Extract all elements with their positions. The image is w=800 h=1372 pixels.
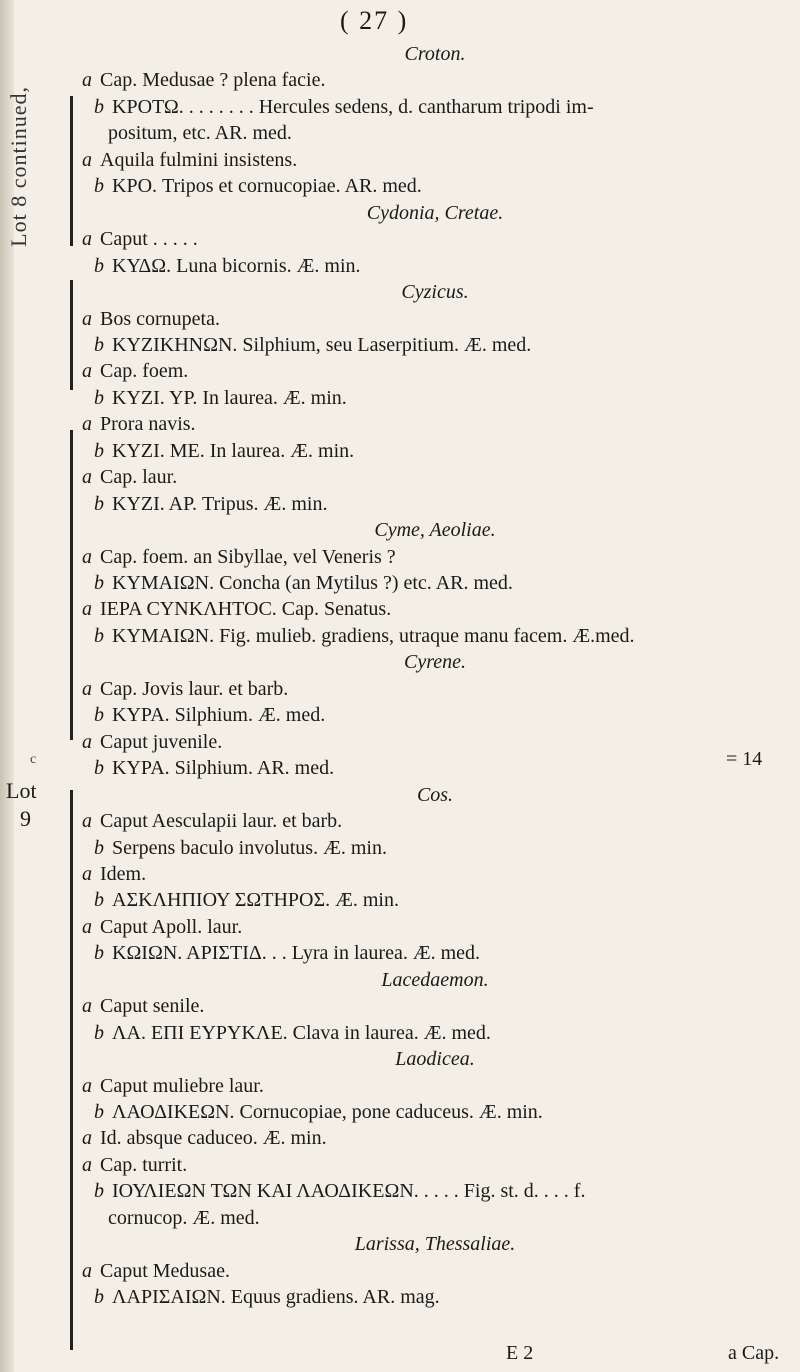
entry-letter: b bbox=[94, 572, 104, 594]
entry-continuation: positum, etc. AR. med. bbox=[108, 122, 292, 145]
entry-text: Cap. foem. bbox=[100, 360, 189, 383]
entry-letter: b bbox=[94, 386, 104, 409]
entry-text: Aquila fulmini insistens. bbox=[100, 148, 298, 171]
entry-text: Caput Medusae. bbox=[100, 1259, 230, 1282]
entry-line bbox=[94, 1021, 491, 1045]
entry-line bbox=[82, 915, 242, 939]
entry-text: ΚΥΡΑ. Silphium. AR. med. bbox=[112, 757, 335, 780]
city-heading: Cyme, Aeoliae. bbox=[374, 519, 496, 542]
entry-text: ΛΑΟΔΙΚΕΩΝ. Cornucopiae, pone caduceus. Æ. min. bbox=[112, 1101, 543, 1123]
entry-letter: a bbox=[82, 1153, 92, 1176]
entry-letter: a bbox=[82, 1259, 92, 1282]
entry-line bbox=[94, 254, 361, 278]
page-number: ( 27 ) bbox=[340, 6, 409, 35]
entry-text: ΑΣΚΛΗΠΙΟΥ ΣΩΤΗΡΟΣ. Æ. min. bbox=[112, 889, 399, 912]
entry-letter: b bbox=[94, 836, 104, 859]
city-heading: Cyrene. bbox=[403, 651, 466, 674]
entry-line bbox=[82, 1259, 230, 1283]
entry-letter: b bbox=[94, 704, 104, 727]
entry-letter: b bbox=[94, 95, 104, 118]
entry-letter: b bbox=[94, 439, 104, 462]
entry-text: ΚΥΖΙ. ΥΡ. In laurea. Æ. min. bbox=[112, 386, 347, 409]
entry-line bbox=[82, 1074, 264, 1098]
entry-line bbox=[82, 1153, 187, 1177]
margin-side-note: Lot 8 continued, bbox=[6, 86, 31, 247]
entry-letter: b bbox=[94, 1286, 104, 1309]
entry-text: ΛΑΡΙΣΑΙΩΝ. Equus gradiens. AR. mag. bbox=[112, 1286, 440, 1309]
entry-text: ΙΕΡΑ ϹΥΝΚΛΗΤΟϹ. Cap. Senatus. bbox=[100, 598, 392, 621]
entry-letter: a bbox=[82, 810, 92, 833]
entry-line bbox=[82, 227, 198, 251]
entry-text: ΚΥΖΙ. ΜΕ. In laurea. Æ. min. bbox=[112, 439, 355, 462]
entry-text: Caput Aesculapii laur. et barb. bbox=[100, 810, 343, 833]
entry-letter: a bbox=[82, 598, 92, 621]
entry-letter: b bbox=[94, 1021, 104, 1044]
entry-letter: b bbox=[94, 333, 104, 356]
entry-letter: a bbox=[82, 69, 92, 92]
entry-text: Caput juvenile. bbox=[100, 730, 223, 753]
entry-letter: a bbox=[82, 677, 92, 700]
catchword: a Cap. bbox=[728, 1342, 780, 1364]
entry-letter: a bbox=[82, 360, 92, 383]
city-heading: Cyzicus. bbox=[401, 281, 469, 304]
signature-mark: E 2 bbox=[506, 1342, 534, 1364]
entry-line bbox=[82, 68, 325, 92]
entry-text: Cap. turrit. bbox=[100, 1153, 188, 1176]
entry-text: Caput senile. bbox=[100, 995, 205, 1018]
entry-letter: b bbox=[94, 1180, 104, 1203]
entry-line bbox=[82, 994, 204, 1018]
entry-letter: b bbox=[94, 757, 104, 780]
entry-line bbox=[82, 545, 396, 569]
entry-text: Cap. Jovis laur. et barb. bbox=[100, 677, 289, 700]
entry-text: Prora navis. bbox=[100, 413, 196, 436]
entry-line bbox=[94, 333, 531, 357]
entry-line bbox=[82, 730, 222, 754]
entry-line bbox=[94, 1179, 585, 1203]
entry-text: Caput . . . . . bbox=[100, 228, 198, 251]
entry-line bbox=[82, 465, 177, 489]
entry-text: Cap. laur. bbox=[100, 466, 178, 489]
entry-text: ΚΡΟ. Tripos et cornucopiae. AR. med. bbox=[112, 175, 422, 198]
entry-text: ΚΡΟΤΩ. . . . . . . . Hercules sedens, d. cantharum tripodi im- bbox=[112, 95, 594, 118]
lot-label: Lot bbox=[6, 778, 37, 803]
entry-line bbox=[82, 148, 297, 172]
entry-text: Cap. foem. an Sibyllae, vel Veneris ? bbox=[100, 545, 396, 568]
entry-text: Serpens baculo involutus. Æ. min. bbox=[112, 836, 387, 859]
entry-text: Caput Apoll. laur. bbox=[100, 915, 243, 938]
lot-number: 9 bbox=[20, 806, 31, 831]
entry-line bbox=[94, 439, 354, 463]
entry-text: ΚΥΖΙ. ΑΡ. Tripus. Æ. min. bbox=[112, 492, 328, 515]
entry-letter: a bbox=[82, 148, 92, 171]
city-heading: Laodicea. bbox=[395, 1048, 475, 1071]
entry-letter: a bbox=[82, 1127, 92, 1150]
entry-letter: a bbox=[82, 545, 92, 568]
entry-line bbox=[82, 597, 391, 621]
entry-continuation: cornucop. Æ. med. bbox=[108, 1206, 260, 1229]
entry-line bbox=[82, 307, 220, 331]
entry-line bbox=[82, 677, 288, 701]
entry-text: ΚΥΜΑΙΩΝ. Concha (an Mytilus ?) etc. AR. med. bbox=[112, 572, 513, 594]
entry-line bbox=[82, 412, 196, 436]
entry-line bbox=[94, 756, 334, 780]
entry-text: ΚΥΔΩ. Luna bicornis. Æ. min. bbox=[112, 254, 361, 277]
entry-letter: a bbox=[82, 307, 92, 330]
entry-letter: b bbox=[94, 254, 104, 277]
entry-line bbox=[94, 1285, 440, 1309]
entry-text: ΚΥΡΑ. Silphium. Æ. med. bbox=[112, 704, 326, 727]
entry-line bbox=[94, 703, 325, 727]
entry-text: ΚΥΖΙΚΗΝΩΝ. Silphium, seu Laserpitium. Æ. med. bbox=[112, 333, 532, 356]
entry-line bbox=[94, 571, 513, 595]
entry-line bbox=[94, 888, 399, 912]
entry-line bbox=[94, 95, 594, 119]
entry-letter: b bbox=[94, 889, 104, 912]
entry-letter: b bbox=[94, 175, 104, 198]
entry-line bbox=[94, 836, 387, 860]
entry-letter: a bbox=[82, 995, 92, 1018]
margin-annotation: = 14 bbox=[726, 748, 763, 770]
city-heading: Croton. bbox=[404, 43, 466, 65]
entry-line bbox=[94, 492, 327, 516]
entry-letter: a bbox=[82, 1074, 92, 1097]
entry-line bbox=[94, 1100, 543, 1124]
entry-text: Cap. Medusae ? plena facie. bbox=[100, 69, 326, 92]
entry-letter: a bbox=[82, 730, 92, 753]
entry-line bbox=[94, 174, 422, 198]
entry-letter: b bbox=[94, 492, 104, 515]
entry-letter: a bbox=[82, 413, 92, 436]
margin-rule bbox=[70, 430, 73, 740]
entry-text: Id. absque caduceo. Æ. min. bbox=[100, 1127, 327, 1150]
entry-letter: a bbox=[82, 466, 92, 489]
entry-letter: a bbox=[82, 915, 92, 938]
entry-text: Caput muliebre laur. bbox=[100, 1074, 264, 1097]
entry-letter: b bbox=[94, 624, 104, 647]
entry-letter: a bbox=[82, 862, 92, 885]
entry-text: Bos cornupeta. bbox=[100, 307, 220, 330]
entry-text: ΚΥΜΑΙΩΝ. Fig. mulieb. gradiens, utraque manu facem. Æ.med. bbox=[112, 624, 635, 647]
entry-line bbox=[82, 862, 146, 886]
city-heading: Cydonia, Cretae. bbox=[366, 201, 504, 224]
entry-line bbox=[82, 359, 188, 383]
entry-letter: b bbox=[94, 942, 104, 965]
city-heading: Cos. bbox=[416, 783, 454, 806]
entry-text: Idem. bbox=[100, 862, 147, 885]
margin-mark: c bbox=[30, 752, 37, 767]
entry-text: ΚΩΙΩΝ. ΑΡΙΣΤΙΔ. . . Lyra in laurea. Æ. med. bbox=[112, 942, 481, 965]
entry-text: ΙΟΥΛΙΕΩΝ ΤΩΝ ΚΑΙ ΛΑΟΔΙΚΕΩΝ. . . . . Fig. st. d. . . . f. bbox=[112, 1180, 586, 1203]
entry-line bbox=[94, 624, 635, 648]
entry-line bbox=[94, 941, 480, 965]
entry-line bbox=[82, 1126, 327, 1150]
entry-letter: a bbox=[82, 228, 92, 251]
entry-text: ΛΑ. ΕΠΙ ΕΥΡΥΚΛΕ. Clava in laurea. Æ. med. bbox=[112, 1021, 491, 1044]
entry-line bbox=[94, 386, 347, 410]
entry-letter: b bbox=[94, 1101, 104, 1123]
city-heading: Lacedaemon. bbox=[381, 968, 489, 991]
entry-line bbox=[82, 809, 342, 833]
city-heading: Larissa, Thessaliae. bbox=[354, 1233, 516, 1256]
